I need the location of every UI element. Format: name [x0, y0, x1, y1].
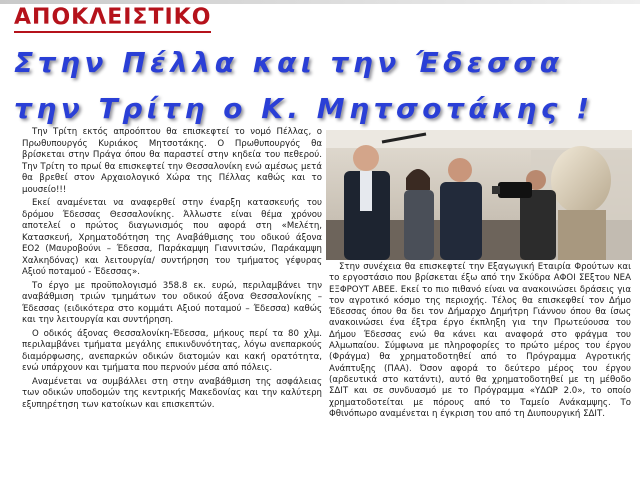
top-divider — [0, 0, 640, 4]
headline-line-1: Στην Πέλλα και την Έδεσσα — [14, 46, 564, 79]
article-paragraph: Ο οδικός άξονας Θεσσαλονίκη-Έδεσσα, μήκους περί τα 80 χλμ. περιλαμβάνει τμήματα μεγάλης επικινδυνότητας, λόγω ανεπαρκούς διαμόρφωσης, ανεπαρκών οδικών διατομών και κακή ορατότητα, ενώ υπάρχουν και τμήματα που περνούν μέσα από πόλεις. — [22, 328, 322, 373]
news-photo — [326, 130, 632, 260]
headline — [14, 40, 634, 132]
headline-line-2: την Τρίτη ο Κ. Μητσοτάκης ! — [14, 92, 594, 125]
news-photo-icon — [326, 130, 632, 260]
article-paragraph: Αναμένεται να συμβάλλει στη στην αναβάθμιση της ασφάλειας των οδικών υποδομών της κεντρικής Μακεδονίας και την καλύτερη εξυπηρέτηση των κατοίκων και επισκεπτών. — [22, 376, 322, 410]
article-paragraph: Εκεί αναμένεται να αναφερθεί στην έναρξη κατασκευής του δρόμου Έδεσσας Θεσσαλονίκης. Άλλωστε είναι θέμα χρόνου αποτελεί ο πρώτος διαγωνισμός που αφορά στη «Μελέτη, Κατασκευή, Χρηματοδότηση της Αναβάθμισης του οδικού άξονα ΕΟ2 (Μαυροβούνι – Έδεσσα, Παράκαμψη Γιαννιτσών, Παράκαμψη Χαλκηδόνας) και λειτουργία/ συντήρηση του τμήματος γέφυρας Αξιού ποταμού - Έδεσσας». — [22, 198, 322, 277]
article-paragraph: Την Τρίτη εκτός απροόπτου θα επισκεφτεί το νομό Πέλλας, ο Πρωθυπουργός Κυριάκος Μητσοτάκης. Ο Πρωθυπουργός θα βρίσκεται στην Πράγα όπου θα παραστεί στην κηδεία του πεθερού. Την Τρίτη το πρωί θα επισκεφτεί την Θεσσαλονίκη ενώ αμέσως μετά θα βρεθεί στον Αρχαιολογικό Χώρα της Πέλλας καθώς και το μουσείο!!! — [22, 127, 322, 195]
article-paragraph: Το έργο με προϋπολογισμό 358.8 εκ. ευρώ, περιλαμβάνει την αναβάθμιση τριών τμημάτων του οδικού άξονα Θεσσαλονίκης – Έδεσσας (ειδικότερα στο κομμάτι Αξιού ποταμού – Έδεσσα) καθώς και την λειτουργία και συντήρηση. — [22, 280, 322, 325]
kicker-label: ΑΠΟΚΛΕΙΣΤΙΚΟ — [14, 6, 211, 33]
article-right-column: Στην συνέχεια θα επισκεφτεί την Εξαγωγική Εταιρία Φρούτων και το εργοστάσιο που βρίσκεται έξω από την Σκύδρα ΑΦΟΙ ΣΕξτου ΝΕΑ ΕΞΦΡΟΥΤ ΑΒΕΕ. Εκεί το πιο πιθανό είναι να ανακοινώσει δράσεις για τον αγροτικό κόσμο της περιοχής. Τέλος θα επισκεφθεί τον Δήμο Έδεσσας όπου θα δει τον Δήμαρχο Δημήτρη Γιάννου όπου θα ίσως ανακοινώσει ένα έξτρα έργο έκπληξη για την Πρωτεύουσα του Δήμου Έδεσσας ενώ θα κάνει και αναφορά στο φράγμα του Αλμωπαίου. Σύμφωνα με πληροφορίες το πρώτο μέρος του έργου (Φράγμα) θα χρηματοδοτηθεί από το Πρόγραμμα Αγροτικής Ανάπτυξης (ΠΑΑ). Όσον αφορά το δεύτερο μέρος του έργου (αρδευτικά στο κατάντι), αυτό θα χρηματοδοτηθεί με τη μέθοδο ΣΔΙΤ και σε συνδυασμό με το Πρόγραμμα «ΥΔΩΡ 2.0», το οποίο χρηματοδοτείται με πόρους από το Ταμείο Ανάκαμψης. Το Φθινόπωρο αναμένεται η έγκριση του από τη Διυπουργική ΣΔΙΤ. — [329, 262, 631, 419]
article-left-column — [22, 127, 322, 413]
